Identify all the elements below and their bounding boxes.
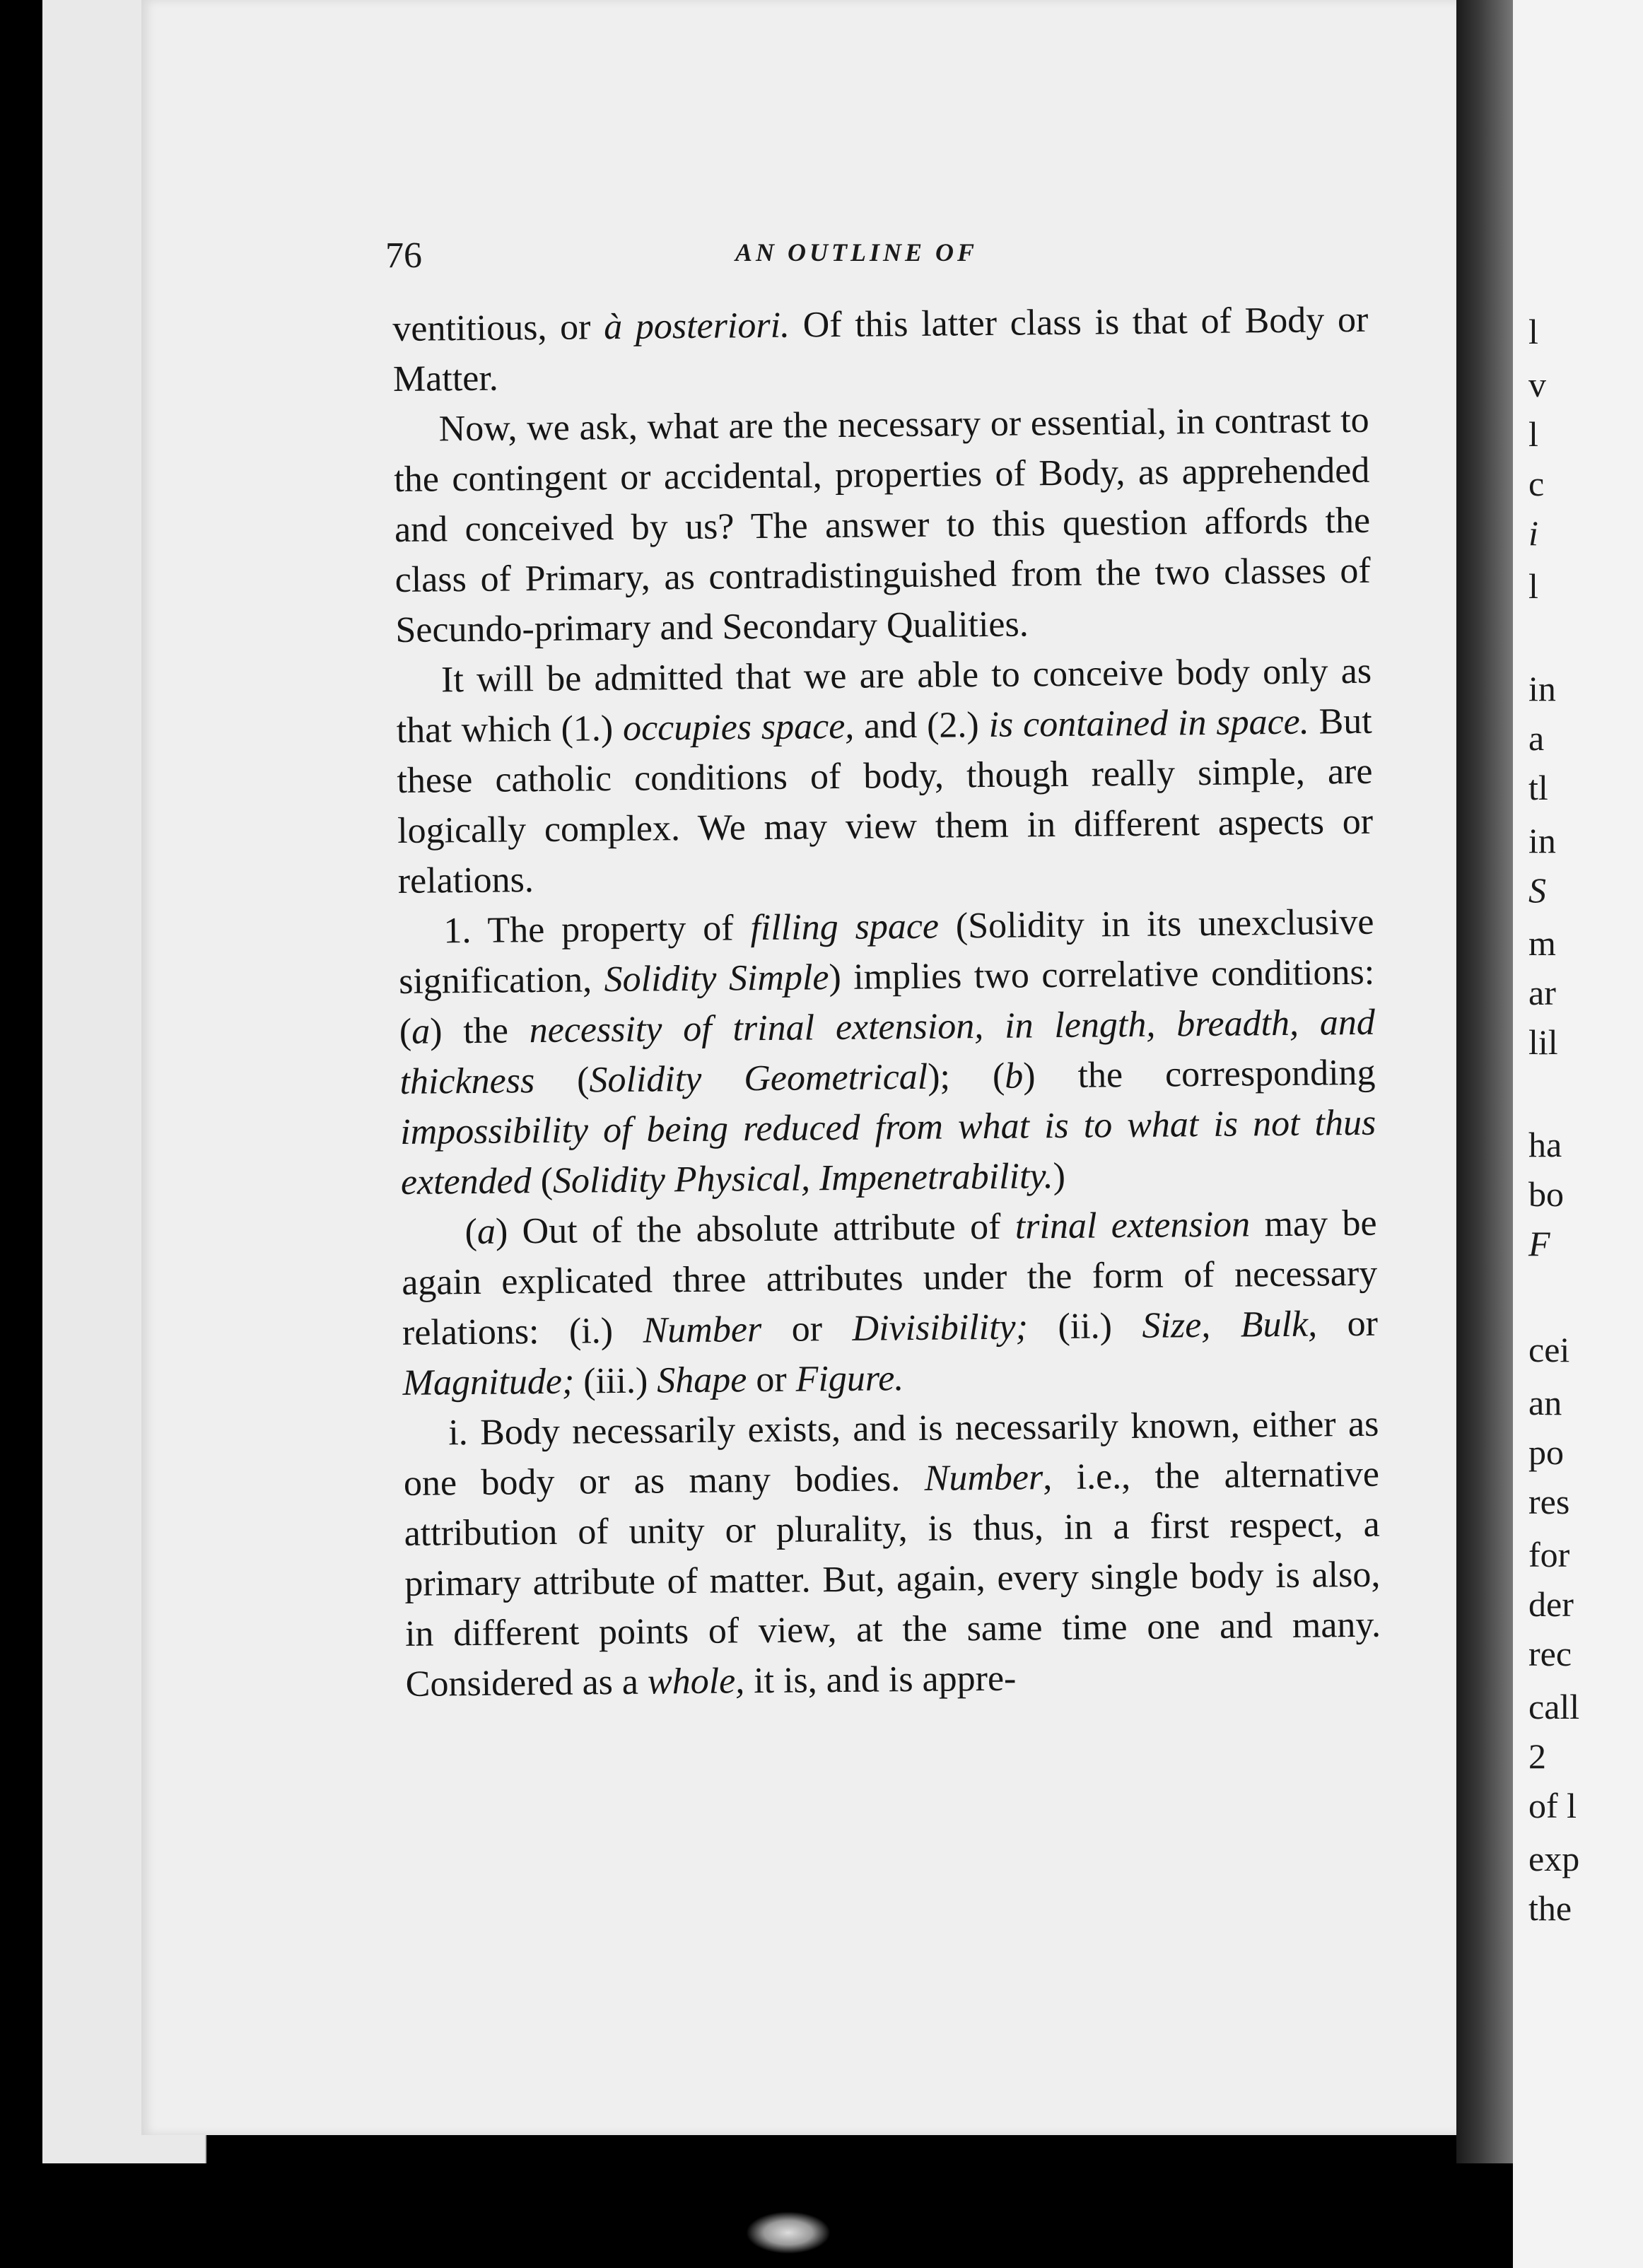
italic-phrase: Solidity Physical, Impenetrability. xyxy=(552,1156,1053,1201)
italic-phrase: à posteriori. xyxy=(603,305,790,348)
facing-page-fragment: tl xyxy=(1528,768,1548,807)
facing-page-fragment: 2 xyxy=(1528,1736,1546,1776)
text-run: it is, and is appre- xyxy=(744,1658,1017,1702)
text-run: may be again explicated three attributes under the form of necessary relations: (i.) xyxy=(402,1203,1378,1353)
text-run: or xyxy=(747,1359,796,1401)
text-run: or xyxy=(1316,1303,1379,1345)
page-number: 76 xyxy=(385,235,422,276)
italic-phrase: Number xyxy=(924,1457,1043,1499)
facing-page-fragment: m xyxy=(1528,923,1556,963)
italic-phrase: necessity of trinal extension, in length, breadth, and thickness xyxy=(399,1002,1376,1102)
facing-page-fragment: c xyxy=(1528,464,1545,503)
paragraph xyxy=(396,646,1374,906)
scan-artifact xyxy=(746,2211,831,2254)
text-run: ) Out of the absolute attribute of xyxy=(495,1206,1016,1252)
text-run: i. Body necessarily exists, and is necessarily known, either as one body or as many bodies. xyxy=(403,1403,1379,1504)
text-run: ) the corresponding xyxy=(1022,1052,1376,1097)
facing-page-fragment: cei xyxy=(1528,1330,1570,1369)
text-run: 1. The property of xyxy=(443,908,751,952)
facing-page-fragment: ar xyxy=(1528,973,1556,1012)
facing-page-fragment: i xyxy=(1528,513,1538,553)
facing-page-fragment: l xyxy=(1528,414,1538,454)
italic-phrase: Shape xyxy=(656,1360,747,1401)
text-run: ( xyxy=(534,1060,590,1101)
text-run: ) implies two correlative conditions: ( xyxy=(399,952,1375,1052)
italic-phrase: Divisibility; xyxy=(852,1307,1029,1349)
italic-phrase: b xyxy=(1004,1056,1024,1097)
text-run: ventitious, or xyxy=(392,307,604,349)
italic-phrase: impossibility of being reduced from what is to what is not thus extended xyxy=(399,1102,1376,1203)
text-run: , i.e., the alternative attribution of unity or plurality, is thus, in a first respect, a primary attribute of matter. But, again, every single body is also, in different points of view, at the same time one and many. Considered as a xyxy=(404,1454,1381,1705)
text-run: (iii.) xyxy=(573,1360,657,1402)
facing-page-fragment: in xyxy=(1528,821,1556,860)
text-run: ); ( xyxy=(927,1056,1005,1097)
text-run: or xyxy=(761,1308,853,1350)
italic-phrase: Solidity Simple xyxy=(604,957,829,1000)
italic-phrase: occupies space, xyxy=(622,706,855,749)
facing-page-fragment: bo xyxy=(1528,1174,1564,1214)
italic-phrase: Figure. xyxy=(795,1358,904,1400)
text-run: Now, we ask, what are the necessary or essential, in contrast to the contingent or accidental, properties of Body, as apprehended and conceived by us? The answer to this question affords the class of Primary, as contradistinguished from the two classes of Secundo-primary and Secondary Qualities. xyxy=(394,399,1371,650)
facing-page-fragment: res xyxy=(1528,1482,1570,1521)
facing-page-fragment: F xyxy=(1528,1224,1550,1263)
italic-phrase: a xyxy=(476,1211,496,1252)
paragraph xyxy=(392,295,1369,404)
text-run: ) xyxy=(1053,1155,1066,1197)
italic-phrase: trinal extension xyxy=(1015,1204,1251,1247)
facing-page-fragment: call xyxy=(1528,1687,1580,1726)
facing-page-fragment: rec xyxy=(1528,1634,1572,1673)
paragraph xyxy=(403,1399,1381,1709)
italic-phrase: Solidity Geometrical xyxy=(589,1056,928,1101)
facing-page-fragment: po xyxy=(1528,1432,1564,1472)
facing-page-fragment: v xyxy=(1528,365,1546,404)
paragraph xyxy=(393,395,1371,655)
body-text xyxy=(392,295,1381,1709)
text-run: It will be admitted that we are able to conceive body only as that which (1.) xyxy=(396,650,1372,751)
facing-page-fragment: an xyxy=(1528,1383,1562,1422)
facing-page-fragment: the xyxy=(1528,1888,1572,1928)
italic-phrase: Number xyxy=(643,1309,762,1351)
text-run: (Solidity in its unexclusive signification, xyxy=(398,901,1374,1002)
italic-phrase: Size, Bulk, xyxy=(1142,1304,1318,1346)
italic-phrase: filling space xyxy=(750,906,940,949)
running-title: AN OUTLINE OF xyxy=(735,238,978,267)
italic-phrase: whole, xyxy=(647,1661,745,1702)
italic-phrase: Magnitude; xyxy=(402,1361,575,1403)
paragraph xyxy=(401,1198,1379,1408)
facing-page-fragment: ha xyxy=(1528,1125,1562,1164)
facing-page-fragment: a xyxy=(1528,718,1545,758)
text-run: ) the xyxy=(429,1010,530,1052)
text-run: ( xyxy=(531,1160,554,1202)
paragraph xyxy=(398,897,1376,1208)
text-run: Of this latter class is that of Body or Matter. xyxy=(392,299,1369,399)
facing-page-fragment: lil xyxy=(1528,1022,1558,1062)
facing-page-fragment: in xyxy=(1528,669,1556,708)
facing-page-fragment: l xyxy=(1528,312,1538,351)
facing-page xyxy=(1513,0,1643,2268)
facing-page-fragment: for xyxy=(1528,1535,1570,1574)
facing-page-fragment: der xyxy=(1528,1584,1574,1624)
text-run: (ii.) xyxy=(1027,1305,1142,1348)
text-run: and (2.) xyxy=(853,704,989,747)
facing-page-fragment: l xyxy=(1528,566,1538,606)
book-gutter xyxy=(1456,0,1513,2163)
text-run: But these catholic conditions of body, though really simple, are logically complex. We may view them in different aspects or relations. xyxy=(397,701,1374,901)
italic-phrase: a xyxy=(411,1011,431,1052)
facing-page-fragment: exp xyxy=(1528,1839,1580,1878)
facing-page-fragment: S xyxy=(1528,870,1546,910)
text-run: ( xyxy=(464,1211,478,1253)
facing-page-fragment: of l xyxy=(1528,1786,1577,1825)
italic-phrase: is contained in space. xyxy=(988,701,1309,745)
